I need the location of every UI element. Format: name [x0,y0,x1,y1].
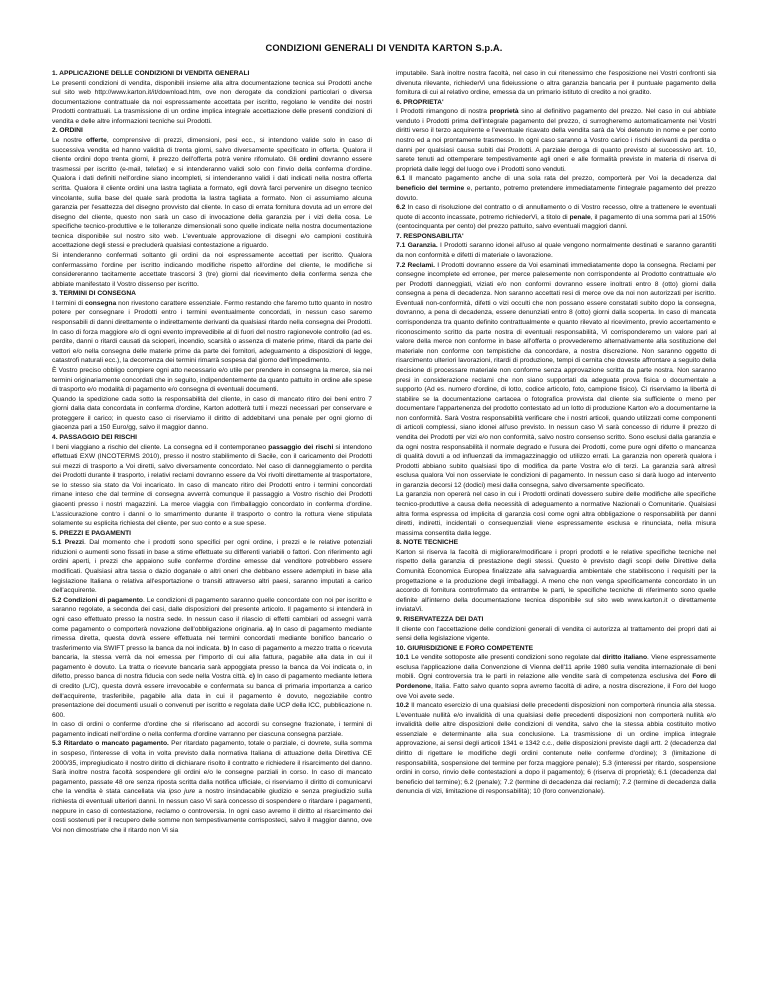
bold-text: proprietà [489,108,519,116]
text-run: I termini di [52,299,85,307]
paragraph [396,653,716,701]
bold-text: penale [569,213,591,221]
paragraph [52,395,372,433]
text-run: Si intenderanno confermati soltanto gli ordini da noi espressamente accettati per iscritto. Qualora confermassimo l'ordine per iscritto indicando modifiche rispetto all'ordine del cliente, le modifiche si considereranno tacitamente accettate trascorsi 3 (tre) giorni dal ricevimento della conferma senza che abbiate manifestato il Vostro dissenso per iscritto. [52,251,372,288]
text-run: . Le condizioni di pagamento saranno quelle concordate con noi per iscritto e saranno regolate, a seconda dei casi, dalle disposizioni del presente articolo. Il pagamento si intenderà in ogni caso effettuato presso la nostra sede. In nessun caso il rilascio di effetti cambiari od assegni varrà come pagamento o comporterà novazione dell'obbligazione originaria. [52,596,372,633]
paragraph [396,490,716,538]
paragraph [396,69,716,98]
paragraph [52,136,372,251]
text-run: È Vostro preciso obbligo compiere ogni atto necessario e/o utile per prendere in consegna la merce, sia nei termini originariamente concordati che in seguito, indipendentemente da quanto pattuito in ordine alle spese di trasporto e/o modalità di pagamento e/o consegna di eventuali documenti. [52,366,372,394]
paragraph [396,261,716,491]
text-run: dovranno essere trasmessi per iscritto (e-mail, telefax) e si intenderanno validi solo con l'invio della conferma d'ordine. Qualora i dati definiti nell'ordine siano incompleti, si intenderanno validi i dati indicati nella nostra offerta scritta. Qualora il cliente ordini una lastra tagliata a formato, egli dovrà farci pervenire un disegno tecnico vincolante, sulla base del quale sarà prodotta la lastra tagliata a formato. Non ci assumiamo alcuna garanzia per l'esattezza del disegno provvisto dal cliente. In caso di errata fornitura dovuta ad un errore del disegno del cliente, questo non sarà un caso di invocazione della garanzia per i vizi della cosa. Le specifiche tecnico-produttive e le tolleranze dimensionali sono quelle indicate nella nostra documentazione tecnica disponibile sul nostro sito web. L'eventuale approvazione di disegni e/o campioni costituirà accettazione degli stessi e precluderà qualsiasi contestazione a riguardo. [52,156,372,250]
text-run: non rivestono carattere essenziale. Fermo restando che faremo tutto quanto in nostro potere per consegnare i Prodotti entro i termini eventualmente concordati, in nessun caso saremo responsabili di danni direttamente o indirettamente derivanti da qualsiasi ritardo nella consegna dei Prodotti. In caso di forza maggiore e/o di ogni evento imprevedibile al di fuori del nostro ragionevole controllo (ad es. perdite, danni o ritardi causati da scioperi, incendio, scarsità o assenza di materie prime, ritardi da parte dei vettori e/o nella consegna delle materie prime da parte dei fornitori, adeguamento a disposizioni di legge, catastrofi naturali ecc.), la decorrenza dei termini rimarrà sospesa dal giorno dell'impedimento. [52,299,372,365]
bold-text: consegna [85,299,117,307]
section-heading: 9. RISERVATEZZA DEI DATI [396,615,484,623]
text-run: si intendono effettuati EXW (INCOTERMS 2010), presso il nostro stabilimento di Sacile, con il caricamento dei Prodotti sui mezzi di trasporto a Voi diretti, salvo diversamente concordato. Nel caso di danneggiamento o perdita dei Prodotti durante il trasporto, i relativi reclami dovranno essere da Voi rivolti direttamente al trasportatore, se lo stesso sia stato da Voi incaricato. In caso di mancato ritiro dei Prodotti entro i termini concordati rimane inteso che dal termine di consegna avverrà comunque il passaggio a Vostro rischio dei Prodotti giacenti presso i nostri magazzini. La merce viaggia con l'imballaggio concordato in conferma d'ordine. L'assicurazione contro i danni o lo smarrimento durante il trasporto o contro la rottura viene stipulata solamente su esplicita richiesta del cliente, per suo conto e a sue spese. [52,443,372,528]
paragraph [396,701,716,797]
text-run: Le nostre [52,137,86,145]
paragraph [396,174,716,203]
bold-text: 10.2 [396,702,410,710]
text-run: La garanzia non opererà nel caso in cui i Prodotti ordinati dovessero subire delle modifiche alle specifiche tecnico-produttive a causa della necessità di adeguamento a normative Nazionali o Comunitarie. Qualsiasi altra forma espressa od implicita di garanzia così come ogni altra obbligazione o responsabilità per danni diretti, indiretti, incidentali o consequenziali viene espressamente esclusa e rinunciata, nella misura massima consentita dalla legge. [396,491,716,537]
paragraph [52,443,372,529]
bold-text: diritto italiano [602,654,648,662]
bold-text: Foro di Pordenone [396,673,716,690]
text-run: Il cliente con l'accettazione delle condizioni generali di vendita ci autorizza al trattamento dei propri dati ai sensi della legislazione vigente. [396,625,716,643]
paragraph [52,251,372,289]
section-heading: 7. RESPONSABILITA' [396,232,464,240]
right-column [396,69,716,989]
section-heading: 1. APPLICAZIONE DELLE CONDIZIONI DI VENDITA GENERALI [52,70,250,77]
text-run: In caso di pagamento a mezzo tratta o ricevuta bancaria, la stessa verrà da noi emessa per l'importo di cui alla fattura, pagabile alla data in cui il pagamento è dovuto. La tratta o ricevute bancaria sarà appoggiata presso la banca da Voi indicata o, in difetto, presso banca di nostra fiducia con sede nella Vostra città. [52,644,372,681]
text-run: In caso di pagamento mediante lettera di credito (L/C), questa dovrà essere irrevocabile e confermata su banca di primaria importanza a carico dell'acquirente, trasferibile, pagabile alla data in cui il pagamento è dovuto, negoziabile contro presentazione dei documenti usuali o convenuti per iscritto e regolata dalle UCP della ICC, pubblicazione n. 600. [52,673,372,719]
bold-text: offerte [86,137,107,145]
text-run: I Prodotti saranno idonei all'uso al quale vengono normalmente destinati e saranno garantiti da non conformità e difetti di materiale o lavorazione. [396,242,716,259]
text-run: In caso di ordini o conferme d'ordine che si riferiscano ad accordi su consegne frazionate, i termini di pagamento indicati nell'ordine o nella conferma d'ordine varranno per ciascuna consegna parziale. [52,721,372,738]
text-run: e, pertanto, potremo pretendere immediatamente l'integrale pagamento del prezzo dovuto. [396,184,716,202]
paragraph [52,538,372,595]
paragraph [52,739,372,835]
text-run: , il pagamento di una somma pari al 150% (centocinquanta per cento) del prezzo pattuito, salvo eventuali maggiori danni. [396,213,716,231]
text-run: a nostro insindacabile giudizio e senza pregiudizio sulla richiesta di eventuali ulteriori danni. In nessun caso Vi sarà concesso di sospendere o ritardare i pagamenti, neppure in caso di contestazione, reclamo o controversia. In ogni caso avremo il diritto al risarcimento dei costi sostenuti per il recupero delle somme non tempestivamente corrisposteci, salvo il maggior danno, ove Voi non dimostriate che il ritardo non Vi sia [52,788,372,834]
text-run: , comprensive di prezzi, dimensioni, pesi ecc., si intendono valide solo in caso di successiva vendita ed hanno validità di trenta giorni, salvo diversamente specificato in offerta. Qualora il cliente ordini dopo trenta giorni, il prezzo dell'offerta potrà venire rifomulato. Gli [52,137,372,164]
paragraph [396,548,716,615]
text-run: . Dal momento che i prodotti sono specifici per ogni ordine, i prezzi e le relative potenziali riduzioni o aumenti sono fissati in base a stime effettuate su differenti variabili o fattori. Con riferimento agli ordini aperti, i prezzi che appaiono sulle conferme d'ordine emesse dal venditore potrebbero essere modificati. Qualsiasi altra tassa o dazio doganale o altri oneri che debbano essere adempiuti in base alla legislazione Italiana o relativa all'esportazione o transiti attraverso altri paesi, saranno imputati a carico dell'acquirente. [52,539,372,595]
bold-text: 5.1 Prezzi [52,539,85,547]
text-run: I Prodotti rimangono di nostra [396,108,490,116]
text-run: Per ritardato pagamento, totale o parziale, ci dovrete, sulla somma in sospeso, l'interesse di volta in volta previsto dalla normativa Italiana di attuazione della Direttiva CE 2000/35, impregiudicato il nostro diritto di dichiarare risolto il contratto e richiedere il risarcimento del danno. Sarà inoltre nostra facoltà sospendere gli ordini e/o le consegne parziali in corso. In caso di mancato pagamento, passate 48 ore senza riposta scritta dalla notifica ufficiale, ci riserviamo il diritto di comunicarvi che la vendita è stata cancellata via [52,740,372,796]
text-run: In caso di risoluzione del contratto o di annullamento o di Vostro recesso, oltre a trattenere le eventuali quote di acconto incassate, potremo richiederVi, a titolo di [396,204,716,221]
paragraph [396,625,716,644]
left-column [52,69,372,989]
paragraph [52,366,372,395]
section-heading: 6. PROPRIETA' [396,98,444,106]
bold-text: 5.3 Ritardato o mancato pagamento. [52,740,169,748]
text-run: Karton si riserva la facoltà di migliorare/modificare i propri prodotti e le relative specifiche tecniche nel rispetto della garanzia di prestazione degli stessi. Questo è previsto dagli scopi delle Direttive della Comunità Economica Europea finalizzate alla salvaguardia ambientale che stabiliscono i requisiti per la progettazione e la produzione degli imballaggi. A meno che non venga specificamente concordato in un accordo di fornitura controfirmato da entrambe le parti, le specifiche tecniche di riferimento sono quelle definite all'interno della documentazione tecnica disponibile sul sito web www.karton.it o direttamente inviataVi. [396,548,716,614]
paragraph [52,299,372,366]
bold-text: ordini [299,156,319,164]
bold-text: a) [266,625,273,633]
text-run: imputabile. Sarà inoltre nostra facoltà, nel caso in cui ritenessimo che l'esposizione nei Vostri confronti sia divenuta rilevante, richiederVi una fideiussione o altra garanzia bancaria per il puntuale pagamento della fornitura di cui al relativo ordine, emessa da un primario istituto di credito a noi gradito. [396,70,716,97]
bold-text: 7.1 Garanzia. [396,242,438,250]
paragraph [396,203,716,232]
bold-text: b) [223,644,230,652]
text-run: Il mancato esercizio di una qualsiasi delle precedenti disposizioni non comporterà rinuncia alla stessa. L'eventuale nullità e/o invalidità di una qualsiasi delle precedenti disposizioni non comporterà nullità e/o invalidità delle altre disposizioni delle condizioni di vendita, salvo che la stessa abbia costituito motivo essenziale e determinante alla sua conclusione. La trasmissione di un ordine implica integrale approvazione, ai sensi degli articoli 1341 e 1342 c.c., delle disposizioni previste dagli artt. 2 (decadenza dal diritto di rigettare le modifiche degli ordini contenute nelle conferme d'ordine); 3 (limitazione di responsabilità, sospensione del termine per forza maggiore penale); 5.3 (interessi per ritardo, sospensione ordini in corso, rinvio delle contestazioni a dopo il pagamento); 6 (riserva di proprietà); 6.1 (decadenza dal beneficio del termine); 6.2 (penale); 7.2 (termine di decadenza dai reclami); 7.2 (termine di decadenza dalla denuncia di vizi, limitazione di responsabilità); 10 (foro convenzionale). [396,702,716,796]
text-run: I beni viaggiano a rischio del cliente. La consegna ed il contemporaneo [52,443,269,451]
bold-text: passaggio dei rischi [268,443,334,451]
bold-text: 6.1 [396,175,406,183]
text-run: I Prodotti dovranno essere da Voi esaminati immediatamente dopo la consegna. Reclami per consegne incomplete ed erronee, per merce palesemente non corrispondente al Prodotto contrattuale e/o per Prodotti danneggiati, viziati e/o non conformi dovranno essere inoltrati entro 8 (otto) giorni dalla consegna a pena di decadenza. Non saranno accettati resi di merce ove da noi non autorizzati per iscritto. Eventuali non-conformità, difetti o vizi occulti che non possano essere constatati subito dopo la consegna, dovranno, a pena di decadenza, essere denunziati entro 8 (otto) giorni dalla scoperta. In caso di mancata corrispondenza tra quanto definito contrattualmente e quanto rilevato al ricevimento, previo accertamento e riconoscimento scritto da parte nostra di eventuali responsabilità, Vi corrisponderemo un valore pari al valore della merce non conforme in base all'offerta o provvederemo alternativamente alla sostituzione del materiale non conforme con tempistiche da concordare, a nostra discrezione. Non saranno oggetto di risarcimento ulteriori lavorazioni, ritardi di produzione, tempi di cernita che doveste affrontare a seguito della decisione di processare materiale non conforme senza approvazione scritta da parte nostra. Non saranno presi in considerazione reclami che non siano supportati da adeguata prova fisica o documentale a supporto (Ad es. numero d'ordine, di lotto, codice articolo, foto, campione fisico). Ci riserviamo la libertà di stabilire se la documentazione cartacea o fotografica provvista dal cliente sia sufficiente o meno per documentare l'appartenenza del prodotto contestato ad un lotto di produzione Karton e/o a documentarne la non conformità. Sarà Vostra responsabilità verificare che i nostri articoli, quando utilizzati come componenti di articoli complessi, siano idonei all'uso previsto. In nessun caso Vi sarà concesso di ridurre il prezzo di vendita dei Prodotti per vizi e/o non conformità, salvo nostro consenso scritto. Sono esclusi dalla garanzia e da ogni nostra responsabilità il normale degrado e l'usura dei Prodotti, come pure ogni difetto o mancanza di qualità dovuti a od influenzati da immagazzinaggio od utilizzo errati. La garanzia non opererà qualora i Prodotti abbiano subito qualsiasi tipo di modifica da parte Vostra e/o di terzi. La garanzia sarà altresì esclusa qualora Voi non osserviate le condizioni di pagamento. In nessun caso si darà luogo ad intervento in garanzia decorsi 12 (dodici) mesi dalla consegna, salvo diversamente specificato. [396,261,716,489]
document-body [52,69,716,989]
section-heading: 3. TERMINI DI CONSEGNA [52,290,136,298]
bold-text: 6.2 [396,204,406,212]
document-title: CONDIZIONI GENERALI DI VENDITA KARTON S.p.A. [265,42,503,53]
text-run: , Italia. Fatto salvo quanto sopra avremo facoltà di adire, a nostra discrezione, il Foro del luogo ove Voi avete sede. [396,683,716,700]
text-run: sino al definitivo pagamento del prezzo. Nel caso in cui abbiate venduto i Prodotti prima dell'integrale pagamento del prezzo, ci surrogheremo automaticamente nei Vostri diritti verso il terzo acquirente e l'eventuale ricavato della vendita sarà da Voi detenuto in nome e per conto nostro ed a noi prontamente trasmesso. In ogni caso saranno a Vostro carico i rischi derivanti da perdita o danni per qualsiasi causa subiti dai Prodotti. A parziale deroga di quanto previsto al successivo art. 10, sarete tenuti ad ottemperare tempestivamente agli oneri e alle formalità previste in materia di riserva di proprietà dalle leggi del luogo ove i Prodotti sono venduti. [396,108,716,173]
paragraph [396,241,716,260]
bold-text: 5.2 Condizioni di pagamento [52,596,144,604]
section-heading: 2. ORDINI [52,127,83,135]
section-heading: 4. PASSAGGIO DEI RISCHI [52,433,137,441]
text-run: Le vendite sottoposte alle presenti condizioni sono regolate dal [409,654,603,662]
bold-text: 7.2 Reclami. [396,261,436,269]
section-heading: 10. GIURISDIZIONE E FORO COMPETENTE [396,644,534,652]
bold-text: 10.1 [396,654,410,662]
text-run: . Viene espressamente esclusa l'applicazione dalla Convenzione di Vienna dell'11 aprile 1980 sulla vendita internazionale di beni mobili. Ogni controversia tra le parti in relazione alle vendite sarà di competenza esclusiva del [396,654,716,681]
paragraph [396,107,716,174]
text-run: Le presenti condizioni di vendita, disponibili insieme alla altra documentazione tecnica sui Prodotti anche sul sito web http://www.karton.it/it/download.htm, ove non derogate da condizioni particolari o diversa documentazione contrattuale da noi espressamente accettata per iscritto, regolano le vendite dei nostri Prodotti contrattuali. La trasmissione di un ordine implica integrale accettazione delle presenti condizioni di vendita e delle altre informazioni tecniche sui Prodotti. [52,79,372,125]
section-heading: 5. PREZZI E PAGAMENTI [52,529,132,537]
paragraph [52,596,372,721]
bold-text: beneficio del termine [396,184,465,192]
text-run: Il mancato pagamento anche di una sola rata del prezzo, comporterà per Voi la decadenza dal [405,175,716,183]
section-heading: 8. NOTE TECNICHE [396,539,459,547]
text-run: Quando la spedizione cada sotto la responsabilità del cliente, in caso di mancato ritiro dei beni entro 7 giorni dalla data concordata in conferma d'ordine, Karton adotterà tutti i mezzi necessari per conservare e proteggere il carico; in questo caso ci riserviamo il diritto di addebitarvi una penale per ogni giorno di giacenza pari a 150 Euro/gg, salvo il maggior danno. [52,395,372,432]
paragraph [52,720,372,739]
bold-text: c) [249,673,255,681]
text-run: In caso di pagamento mediante rimessa diretta, questa dovrà essere effettuata nei termini concordati mediante bonifico bancario o trasferimento via SWIFT presso la banca da noi indicata. [52,625,372,652]
paragraph [52,79,372,127]
italic-text: ipso jure [168,788,196,796]
